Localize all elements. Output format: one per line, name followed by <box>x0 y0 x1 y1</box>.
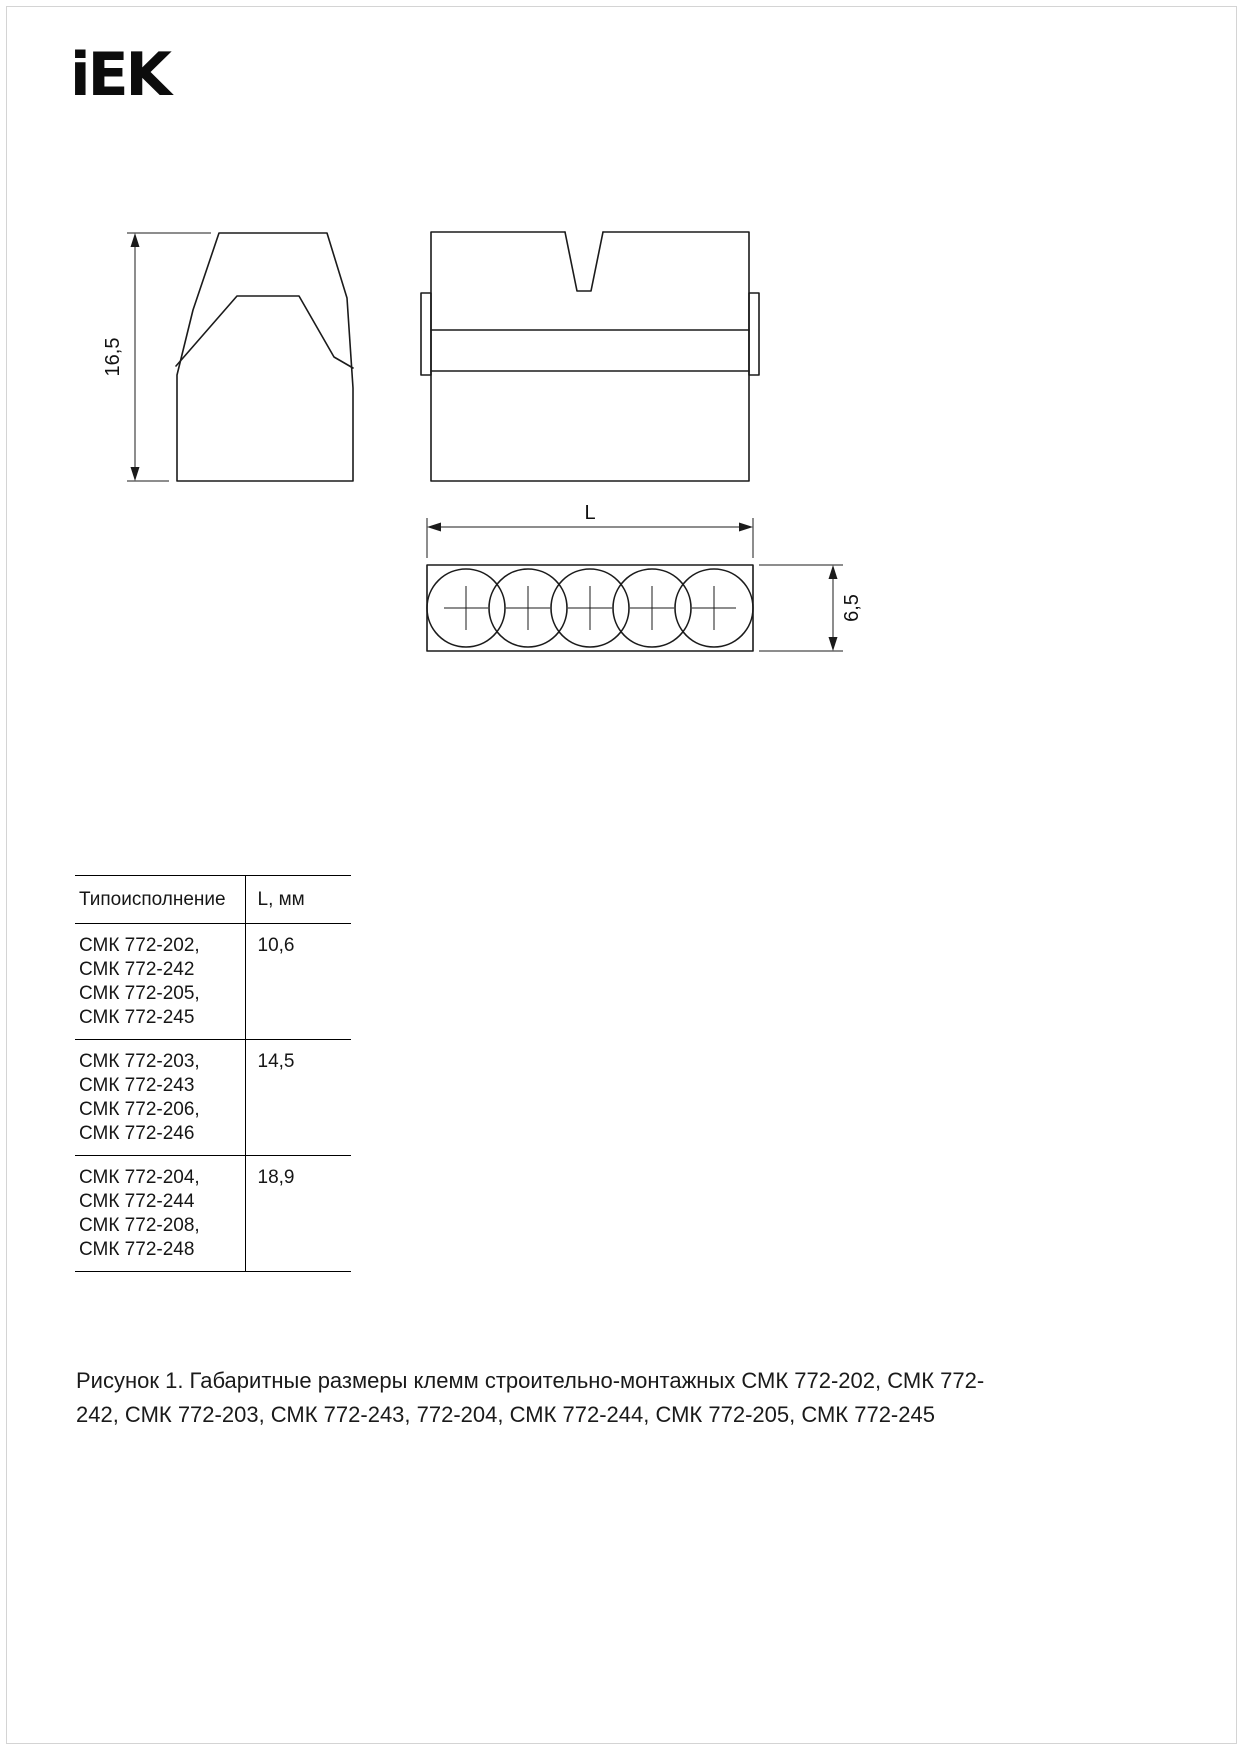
front-left-tab <box>421 293 431 375</box>
col-header-type: Типоисполнение <box>75 876 245 924</box>
length-cell: 18,9 <box>245 1156 351 1272</box>
figure1-drawing <box>0 0 1243 700</box>
type-line: СМК 772-242 <box>79 959 195 980</box>
height-dimension-label: 16,5 <box>102 337 124 377</box>
type-line: СМК 772-243 <box>79 1075 195 1096</box>
table-row <box>75 924 351 1040</box>
type-cell <box>75 1040 245 1156</box>
length-dimension-label: L <box>584 502 596 524</box>
figure-caption: Рисунок 1. Габаритные размеры клемм строительно-монтажных СМК 772-202, СМК 772-242, СМК 772-203, СМК 772-243, 772-204, СМК 772-244, СМК 772-205, СМК 772-245 <box>76 1368 985 1427</box>
table-row <box>75 1156 351 1272</box>
table-header-row <box>75 876 351 924</box>
type-line: СМК 772-245 <box>79 1007 195 1028</box>
length-cell: 10,6 <box>245 924 351 1040</box>
depth-dimension-label: 6,5 <box>841 594 863 622</box>
depth-dimension <box>759 565 863 651</box>
side-view <box>176 233 353 481</box>
length-dimension <box>427 502 753 558</box>
front-outline <box>431 232 749 481</box>
type-line: СМК 772-205, <box>79 983 200 1004</box>
type-line: СМК 772-244 <box>79 1191 195 1212</box>
type-line: СМК 772-206, <box>79 1099 200 1120</box>
hole-centerlines <box>444 586 736 630</box>
type-cell <box>75 1156 245 1272</box>
type-line: СМК 772-246 <box>79 1123 195 1144</box>
type-line: СМК 772-202, <box>79 935 200 956</box>
length-cell: 14,5 <box>245 1040 351 1156</box>
iek-logo: iEK <box>70 40 170 110</box>
dimensions-table <box>75 875 351 1272</box>
front-top-notch <box>565 232 603 291</box>
type-line: СМК 772-204, <box>79 1167 200 1188</box>
terminal-side-inner-profile <box>176 296 353 368</box>
front-view <box>421 232 759 481</box>
col-header-length: L, мм <box>245 876 351 924</box>
type-cell <box>75 924 245 1040</box>
table-row <box>75 1040 351 1156</box>
type-line: СМК 772-203, <box>79 1051 200 1072</box>
front-right-tab <box>749 293 759 375</box>
terminal-side-outline <box>177 233 353 481</box>
type-line: СМК 772-208, <box>79 1215 200 1236</box>
type-line: СМК 772-248 <box>79 1239 195 1260</box>
height-dimension <box>102 233 211 481</box>
